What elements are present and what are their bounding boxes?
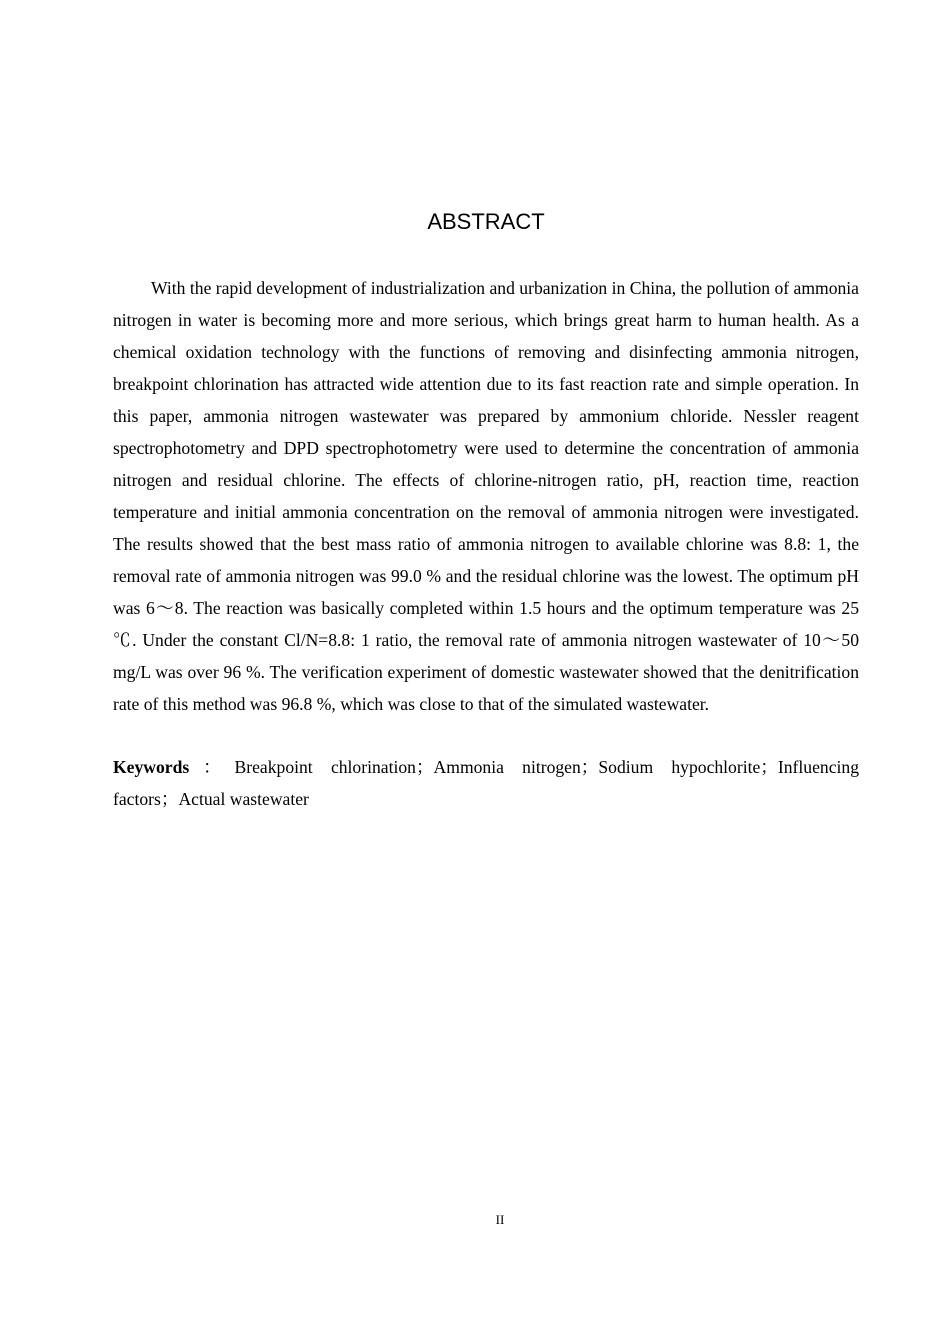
abstract-body: With the rapid development of industrialization and urbanization in China, the pollution of ammonia nitrogen in water is becoming more and more serious, which brings great harm to human health. As a chemical oxidation technology with the functions of removing and disinfecting ammonia nitrogen, breakpoint chlorination has attracted wide attention due to its fast reaction rate and simple operation. In this paper, ammonia nitrogen wastewater was prepared by ammonium chloride. Nessler reagent spectrophotometry and DPD spectrophotometry were used to determine the concentration of ammonia nitrogen and residual chlorine. The effects of chlorine-nitrogen ratio, pH, reaction time, reaction temperature and initial ammonia concentration on the removal of ammonia nitrogen were investigated. The results showed that the best mass ratio of ammonia nitrogen to available chlorine was 8.8: 1, the removal rate of ammonia nitrogen was 99.0 % and the residual chlorine was the lowest. The optimum pH was 6～8. The reaction was basically completed within 1.5 hours and the optimum temperature was 25 ℃. Under the constant Cl/N=8.8: 1 ratio, the removal rate of ammonia nitrogen wastewater of 10～50 mg/L was over 96 %. The verification experiment of domestic wastewater showed that the denitrification rate of this method was 96.8 %, which was close to that of the simulated wastewater. (113, 278, 859, 714)
keywords-list: ：Breakpoint chlorination；Ammonia nitrogen；Sodium hypochlorite；Influencing factors；Actual wastewater (113, 757, 859, 809)
page-number: II (495, 1212, 505, 1227)
abstract-title: ABSTRACT (427, 209, 545, 234)
keywords-label: Keywords (113, 757, 190, 777)
keywords-line (113, 751, 859, 815)
